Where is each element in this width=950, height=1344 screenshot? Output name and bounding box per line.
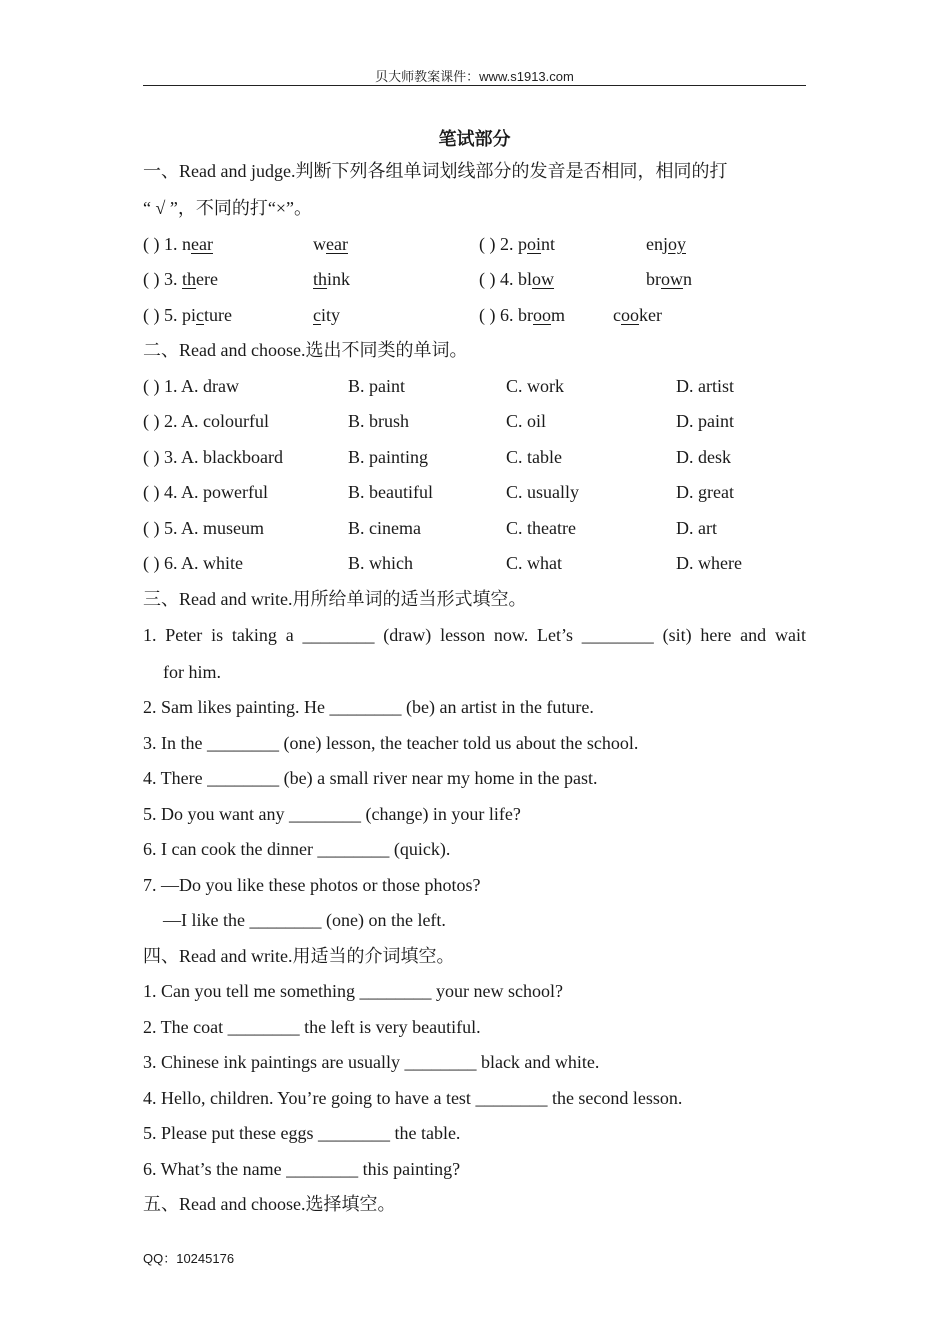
q1-word: Let’s [537,625,573,645]
word-part: w [313,234,326,254]
judge-item-6-word2 [613,304,662,326]
q1-word: wait [774,625,806,645]
judge-item-6 [479,304,565,326]
judge-item-5-word2 [313,304,340,326]
section4-q4: 4. Hello, children. You’re going to have a test ________ the second lesson. [143,1088,683,1108]
choice-row-1-a: ( ) 1. A. draw [143,376,239,396]
section1-heading-line2: “ √ ”，不同的打“×”。 [143,198,312,218]
choice-row-6-a: ( ) 6. A. white [143,553,243,573]
underlined-part: ow [661,269,683,289]
section4-q3: 3. Chinese ink paintings are usually ________ black and white. [143,1052,600,1072]
word-part: br [646,269,661,289]
choice-row-5-c: C. theatre [506,518,576,538]
word-part: ture [204,305,232,325]
page-title: 笔试部分 [438,129,511,149]
word-part: br [518,305,533,325]
underlined-part: c [313,305,321,325]
q1-word: now. [493,625,529,645]
word-part: enj [646,234,668,254]
q1-word: is [211,625,224,645]
section3-q6: 6. I can cook the dinner ________ (quick). [143,839,451,859]
choice-row-2-a: ( ) 2. A. colourful [143,411,269,431]
item-number: ( ) 3. [143,269,182,289]
choice-row-4-a: ( ) 4. A. powerful [143,482,268,502]
section4-q5: 5. Please put these eggs ________ the table. [143,1123,461,1143]
judge-item-4-word2 [646,268,692,290]
choice-row-5-a: ( ) 5. A. museum [143,518,264,538]
section3-q7-line2: —I like the ________ (one) on the left. [163,910,446,930]
underlined-part: c [196,305,205,325]
page-footer: QQ：10245176 [143,1251,235,1266]
choice-row-5-d: D. art [676,518,717,538]
q1-word: Peter [165,625,203,645]
q1-word: taking [231,625,277,645]
section3-q1-line2: for him. [163,662,221,682]
word-part: ere [196,269,218,289]
underlined-part: oo [533,305,551,325]
item-number: ( ) 4. [479,269,518,289]
choice-row-4-d: D. great [676,482,734,502]
q1-word: lesson [440,625,486,645]
q1-word: a [285,625,294,645]
choice-row-1-c: C. work [506,376,564,396]
choice-row-1-d: D. artist [676,376,734,396]
q1-blank: ________ [302,625,375,645]
word-part: c [613,305,621,325]
underlined-part: ow [532,269,555,289]
choice-row-5-b: B. cinema [348,518,421,538]
q1-word: (sit) [662,625,692,645]
section4-q1: 1. Can you tell me something ________ your new school? [143,981,563,1001]
section3-heading: 三、Read and write.用所给单词的适当形式填空。 [143,589,527,609]
word-part: n [182,234,191,254]
choice-row-3-c: C. table [506,447,562,467]
choice-row-2-c: C. oil [506,411,547,431]
choice-row-6-d: D. where [676,553,742,573]
section3-q4: 4. There ________ (be) a small river near my home in the past. [143,768,598,788]
judge-item-2-word2 [646,233,686,255]
section4-heading: 四、Read and write.用适当的介词填空。 [143,946,455,966]
underlined-part: oy [668,234,686,254]
choice-row-6-c: C. what [506,553,562,573]
underlined-part: ear [326,234,348,254]
judge-item-4 [479,268,554,290]
section3-q5: 5. Do you want any ________ (change) in your life? [143,804,521,824]
choice-row-3-a: ( ) 3. A. blackboard [143,447,283,467]
q1-word: (draw) [383,625,432,645]
section2-heading: 二、Read and choose.选出不同类的单词。 [143,340,468,360]
word-part: n [683,269,692,289]
header-rule [143,85,806,86]
underlined-part: ear [191,234,213,254]
item-number: ( ) 1. [143,234,182,254]
judge-item-1-word2 [313,233,348,255]
word-part: ker [639,305,662,325]
section4-q2: 2. The coat ________ the left is very beautiful. [143,1017,481,1037]
word-part: p [518,234,527,254]
item-number: ( ) 5. [143,305,182,325]
choice-row-4-c: C. usually [506,482,580,502]
q1-blank: ________ [581,625,654,645]
word-part: m [551,305,566,325]
section3-q1-line1 [143,624,806,646]
section1-heading-line1: 一、Read and judge.判断下列各组单词划线部分的发音是否相同，相同的打 [143,161,728,181]
choice-row-2-d: D. paint [676,411,734,431]
underlined-part: oi [527,234,542,254]
judge-item-3 [143,268,218,290]
section3-q7-line1: 7. —Do you like these photos or those photos? [143,875,481,895]
judge-item-3-word2 [313,268,350,290]
choice-row-4-b: B. beautiful [348,482,433,502]
choice-row-3-b: B. painting [348,447,428,467]
word-part: nt [541,234,556,254]
word-part: pi [182,305,197,325]
item-number: ( ) 2. [479,234,518,254]
section5-heading: 五、Read and choose.选择填空。 [143,1194,396,1214]
underlined-part: th [182,269,197,289]
word-part: ink [327,269,351,289]
underlined-part: th [313,269,328,289]
word-part: bl [518,269,533,289]
word-part: ity [321,305,341,325]
choice-row-2-b: B. brush [348,411,410,431]
underlined-part: oo [621,305,639,325]
choice-row-6-b: B. which [348,553,413,573]
item-number: ( ) 6. [479,305,518,325]
section4-q6: 6. What’s the name ________ this painting? [143,1159,461,1179]
choice-row-3-d: D. desk [676,447,731,467]
q1-word: 1. [143,625,157,645]
section3-q3: 3. In the ________ (one) lesson, the teacher told us about the school. [143,733,639,753]
q1-word: here [700,625,732,645]
judge-item-1 [143,233,213,255]
choice-row-1-b: B. paint [348,376,405,396]
q1-word: and [740,625,767,645]
judge-item-2 [479,233,555,255]
page-header: 贝大师教案课件：www.s1913.com [375,69,574,84]
judge-item-5 [143,304,232,326]
section3-q2: 2. Sam likes painting. He ________ (be) an artist in the future. [143,697,594,717]
